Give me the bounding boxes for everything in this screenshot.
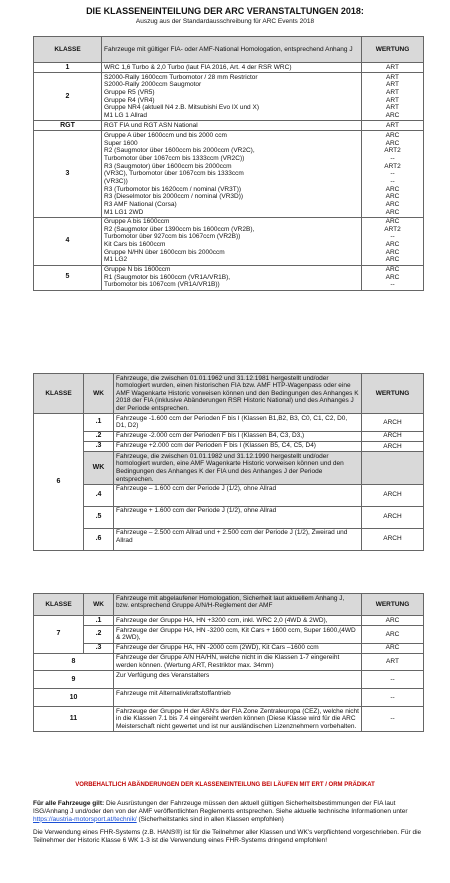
description-line: Gruppe A über 1600ccm und bis 2000 ccm	[104, 131, 227, 139]
wk-cell: .3	[84, 643, 114, 653]
row-description: Fahrzeuge +2.000 ccm der Perioden F bis I (Klassen B5, C4, C5, D4)	[114, 441, 362, 451]
rating-line: ART	[386, 96, 399, 104]
row-description	[102, 265, 362, 290]
description-line: Gruppe N/HN über 1600ccm bis 2000ccm	[104, 248, 225, 256]
row-description: Fahrzeuge der Gruppe A/N HA/HN, welche nicht in die Klassen 1-7 eingereiht werden können. (Wertung ART, Restriktor max. 34mm)	[114, 653, 362, 670]
table-row	[34, 689, 424, 707]
rating-line: ART	[386, 63, 399, 71]
description-line: Turbomotor über 927ccm bis 1067ccm (VR2B))	[104, 233, 241, 241]
row-rating: ARCH	[362, 484, 424, 506]
row-description: Fahrzeuge der Gruppe HA, HN +3200 ccm, inkl. WRC 2,0 (4WD & 2WD),	[114, 616, 362, 626]
description-line: Gruppe N bis 1600ccm	[104, 266, 171, 274]
row-rating	[362, 217, 424, 265]
table-row	[34, 431, 424, 441]
row-description	[102, 131, 362, 217]
table-row	[34, 626, 424, 643]
row-rating: ARCH	[362, 431, 424, 441]
document-header	[0, 0, 450, 25]
table-row	[34, 484, 424, 506]
rating-line: ART	[386, 81, 399, 89]
table-row	[34, 506, 424, 528]
table-row	[34, 528, 424, 550]
ert-orm-notice: VORBEHALTLICH ABÄNDERUNGEN DER KLASSENEINTEILUNG BEI LÄUFEN MIT ERT / ORM PRÄDIKAT	[75, 782, 375, 788]
technical-info-link[interactable]: https://austria-motorsport.at/technik/	[33, 815, 137, 823]
row-description: Fahrzeuge -1.600 ccm der Perioden F bis I (Klassen B1,B2, B3, C0, C1, C2, D0, D1, D2)	[114, 414, 362, 431]
wk-cell: .1	[84, 616, 114, 626]
table-header-row	[34, 37, 424, 63]
class-6-label: 6	[34, 414, 84, 550]
table-row	[34, 121, 424, 131]
rating-line: ARC	[385, 112, 400, 120]
row-rating	[362, 265, 424, 290]
table-row	[34, 671, 424, 689]
table-row	[34, 643, 424, 653]
description-line: (VR3C))	[104, 177, 128, 185]
table-row	[34, 217, 424, 265]
row-rating: --	[362, 671, 424, 689]
row-rating	[362, 121, 424, 131]
table-row	[34, 265, 424, 290]
row-description: Fahrzeuge mit Alternativkraftstoffantrieb	[114, 689, 362, 707]
description-line: M1 LG2	[104, 256, 128, 264]
description-line: R3 AMF National (Corsa)	[104, 200, 177, 208]
table-row	[34, 414, 424, 431]
rating-line: ART2	[384, 225, 401, 233]
row-rating: ARCH	[362, 528, 424, 550]
rating-line: ARC	[385, 193, 400, 201]
row-rating: ARC	[362, 643, 424, 653]
rating-line: ARC	[385, 139, 400, 147]
class-9-label: 9	[34, 671, 114, 689]
description-line: RGT FIA und RGT ASN National	[104, 121, 198, 129]
row-rating: ARC	[362, 626, 424, 643]
table-subheader-row	[34, 452, 424, 485]
document-title: DIE KLASSENEINTEILUNG DER ARC VERANSTALTUNGEN 2018:	[86, 6, 364, 16]
table-header-row	[34, 374, 424, 414]
table-row	[34, 616, 424, 626]
description-line: (VR3C), Turbomotor über 1067ccm bis 1333ccm	[104, 170, 244, 178]
description-line: Gruppe A bis 1600ccm	[104, 218, 170, 226]
rating-line: --	[390, 170, 395, 178]
rating-line: --	[390, 233, 395, 241]
column-header-wk: WK	[84, 374, 114, 414]
description-line: Turbomotor über 1067ccm bis 1333ccm (VR2C))	[104, 154, 245, 162]
description-line: Gruppe R4 (VR4)	[104, 96, 155, 104]
class-label: 4	[34, 217, 102, 265]
fhr-paragraph: Die Verwendung eines FHR-Systems (z.B. HANS®) ist für die Teilnehmer aller Klassen und WK's verpflichtend vorgeschrieben. Für die Teilnehmer der Historic Klasse 6 WK 1-3 ist die Verwendung eines FHR-Systems dringend empfohlen!	[33, 828, 422, 844]
rating-line: ART	[386, 89, 399, 97]
row-rating: ARCH	[362, 441, 424, 451]
table-row	[34, 441, 424, 451]
safety-lead: Für alle Fahrzeuge gilt:	[33, 800, 105, 807]
description-line: M1 LG1 2WD	[104, 208, 144, 216]
rating-line: ARC	[385, 273, 400, 281]
row-description: Fahrzeuge + 1.600 ccm der Periode J (1/2), ohne Allrad	[114, 506, 362, 528]
rating-line: ARC	[385, 241, 400, 249]
rating-line: ARC	[385, 200, 400, 208]
class-table-historic	[33, 373, 424, 551]
row-description	[102, 217, 362, 265]
row-description: Fahrzeuge der Gruppe H der ASN's der FIA Zone Zentraleuropa (CEZ), welche nicht in die Klassen 7.1 bis 7.4 eingereiht werden können (Diese Klasse wird für die ARC Meisterschaft nicht gewertet und ist nur ausländischen Lizenznehmern vorbehalten.	[114, 707, 362, 732]
empty-cell	[362, 452, 424, 485]
column-header-wertung: WERTUNG	[362, 374, 424, 414]
wk-cell: .4	[84, 484, 114, 506]
row-description: Zur Verfügung des Veranstalters	[114, 671, 362, 689]
rating-line: ART2	[384, 162, 401, 170]
rating-line: ARC	[385, 131, 400, 139]
class-label: 5	[34, 265, 102, 290]
rating-line: ARC	[385, 208, 400, 216]
description-line: Gruppe NR4 (aktuell N4 z.B. Mitsubishi Evo IX und X)	[104, 104, 259, 112]
row-rating	[362, 63, 424, 73]
rating-line: ART	[386, 73, 399, 81]
document-subtitle: Auszug aus der Standardausschreibung für ARC Events 2018	[135, 17, 315, 25]
column-header-wertung: WERTUNG	[362, 594, 424, 616]
historic-period-description: Fahrzeuge, die zwischen 01.01.1962 und 31.12.1981 hergestellt und/oder homologiert wurden, einen historischen FIA bzw. AMF HTP-Wagenpass oder eine AMF Wagenkarte Historic vorweisen können und den Bedingungen des Anhanges K 2018 der FIA (inklusive Abänderungen RSR Historic National) und des Anhanges J der Periode entsprechen.	[114, 374, 362, 414]
rating-line: --	[390, 154, 395, 162]
rating-line: ARC	[385, 266, 400, 274]
row-rating	[362, 73, 424, 121]
column-header-klasse: KLASSE	[34, 37, 102, 63]
column-header-wk: WK	[84, 594, 114, 616]
wk-cell: .3	[84, 441, 114, 451]
footer-notes	[33, 800, 425, 850]
rating-line: ARC	[385, 256, 400, 264]
row-description	[102, 63, 362, 73]
rating-line: ART	[386, 104, 399, 112]
row-rating: ARCH	[362, 414, 424, 431]
table-row	[34, 63, 424, 73]
column-header-klasse: KLASSE	[34, 374, 84, 414]
table-row	[34, 707, 424, 732]
rating-line: ART	[386, 121, 399, 129]
row-rating: ARCH	[362, 506, 424, 528]
row-rating: ARC	[362, 616, 424, 626]
rating-line: ARC	[385, 185, 400, 193]
row-description: Fahrzeuge der Gruppe HA, HN -2000 ccm (2WD), Kit Cars –1600 ccm	[114, 643, 362, 653]
description-line: S2000-Rally 2000ccm Saugmotor	[104, 81, 202, 89]
rating-line: --	[390, 177, 395, 185]
row-rating	[362, 131, 424, 217]
description-line: Turbomotor bis 1067ccm (VR1A/VR1B))	[104, 281, 220, 289]
description-line: R1 (Saugmotor bis 1600ccm (VR1A/VR1B),	[104, 273, 231, 281]
wk-cell: .2	[84, 626, 114, 643]
table-row	[34, 653, 424, 670]
class-table-expired-homologation	[33, 593, 424, 732]
row-rating: ART	[362, 653, 424, 670]
description-line: R3 (Dieselmotor bis 2000ccm / nominal (VR3D))	[104, 193, 244, 201]
class-table-modern	[33, 36, 424, 291]
wk-cell: .5	[84, 506, 114, 528]
table-row	[34, 73, 424, 121]
description-line: R2 (Saugmotor über 1600ccm bis 2000ccm (VR2C),	[104, 147, 255, 155]
description-line: WRC 1,6 Turbo & 2,0 Turbo (laut FIA 2016, Art. 4 der RSR WRC)	[104, 63, 292, 71]
wk-cell: .6	[84, 528, 114, 550]
class-label: RGT	[34, 121, 102, 131]
rating-line: ART2	[384, 147, 401, 155]
table-row	[34, 131, 424, 217]
description-line: Gruppe R5 (VR5)	[104, 89, 155, 97]
column-header-description: Fahrzeuge mit abgelaufener Homologation, Sicherheit laut aktuellem Anhang J, bzw. entsprechend Gruppe A/N/H-Reglement der AMF	[114, 594, 362, 616]
class-8-label: 8	[34, 653, 114, 670]
row-rating: --	[362, 689, 424, 707]
row-description	[102, 73, 362, 121]
description-line: Super 1600	[104, 139, 138, 147]
column-header-klasse: KLASSE	[34, 594, 84, 616]
description-line: S2000-Rally 1600ccm Turbomotor / 28 mm Restrictor	[104, 73, 258, 81]
row-description: Fahrzeuge -2.000 ccm der Perioden F bis I (Klassen B4, C3, D3,)	[114, 431, 362, 441]
class-label: 2	[34, 73, 102, 121]
safety-text-after: (Sicherheitstanks sind in allen Klassen empfohlen)	[136, 815, 284, 823]
class-label: 1	[34, 63, 102, 73]
column-header-description: Fahrzeuge mit gültiger FIA- oder AMF-National Homologation, entsprechend Anhang J	[102, 37, 362, 63]
safety-paragraph	[33, 800, 425, 824]
class-label: 3	[34, 131, 102, 217]
class-11-label: 11	[34, 707, 114, 732]
rating-line: --	[390, 281, 395, 289]
row-description	[102, 121, 362, 131]
description-line: M1 LG 1 Allrad	[104, 112, 147, 120]
description-line: R3 (Turbomotor bis 1620ccm / nominal (VR3T))	[104, 185, 242, 193]
safety-text: Die Ausrüstungen der Fahrzeuge müssen den aktuell gültigen Sicherheitsbestimmungen der FIA laut ISG/Anhang J und/oder den von der AMF veröffentlichten Reglements entsprechen. Siehe aktuelle technische Informationen unter	[33, 800, 408, 815]
wk-subheader: WK	[84, 452, 114, 485]
wk-cell: .2	[84, 431, 114, 441]
class-7-label: 7	[34, 616, 84, 654]
wk-cell: .1	[84, 414, 114, 431]
rating-line: ARC	[385, 248, 400, 256]
row-description: Fahrzeuge – 1.600 ccm der Periode J (1/2), ohne Allrad	[114, 484, 362, 506]
row-description: Fahrzeuge der Gruppe HA, HN -3200 ccm, Kit Cars + 1600 ccm, Super 1600,(4WD & 2WD),	[114, 626, 362, 643]
description-line: Kit Cars bis 1600ccm	[104, 241, 166, 249]
description-line: R3 (Saugmotor) über 1600ccm bis 2000ccm	[104, 162, 232, 170]
period-j-description: Fahrzeuge, die zwischen 01.01.1982 und 31.12.1990 hergestellt und/oder homologiert wurden, eine AMF Wagenkarte Historic vorweisen können und den Bedingungen des Anhanges K der FIA und des Anhanges J der Periode entsprechen.	[114, 452, 362, 485]
row-rating: --	[362, 707, 424, 732]
row-description: Fahrzeuge – 2.500 ccm Allrad und + 2.500 ccm der Periode J (1/2), Zweirad und Allrad	[114, 528, 362, 550]
description-line: R2 (Saugmotor über 1390ccm bis 1600ccm (VR2B),	[104, 225, 255, 233]
rating-line: ARC	[385, 218, 400, 226]
table-header-row	[34, 594, 424, 616]
column-header-wertung: WERTUNG	[362, 37, 424, 63]
class-10-label: 10	[34, 689, 114, 707]
